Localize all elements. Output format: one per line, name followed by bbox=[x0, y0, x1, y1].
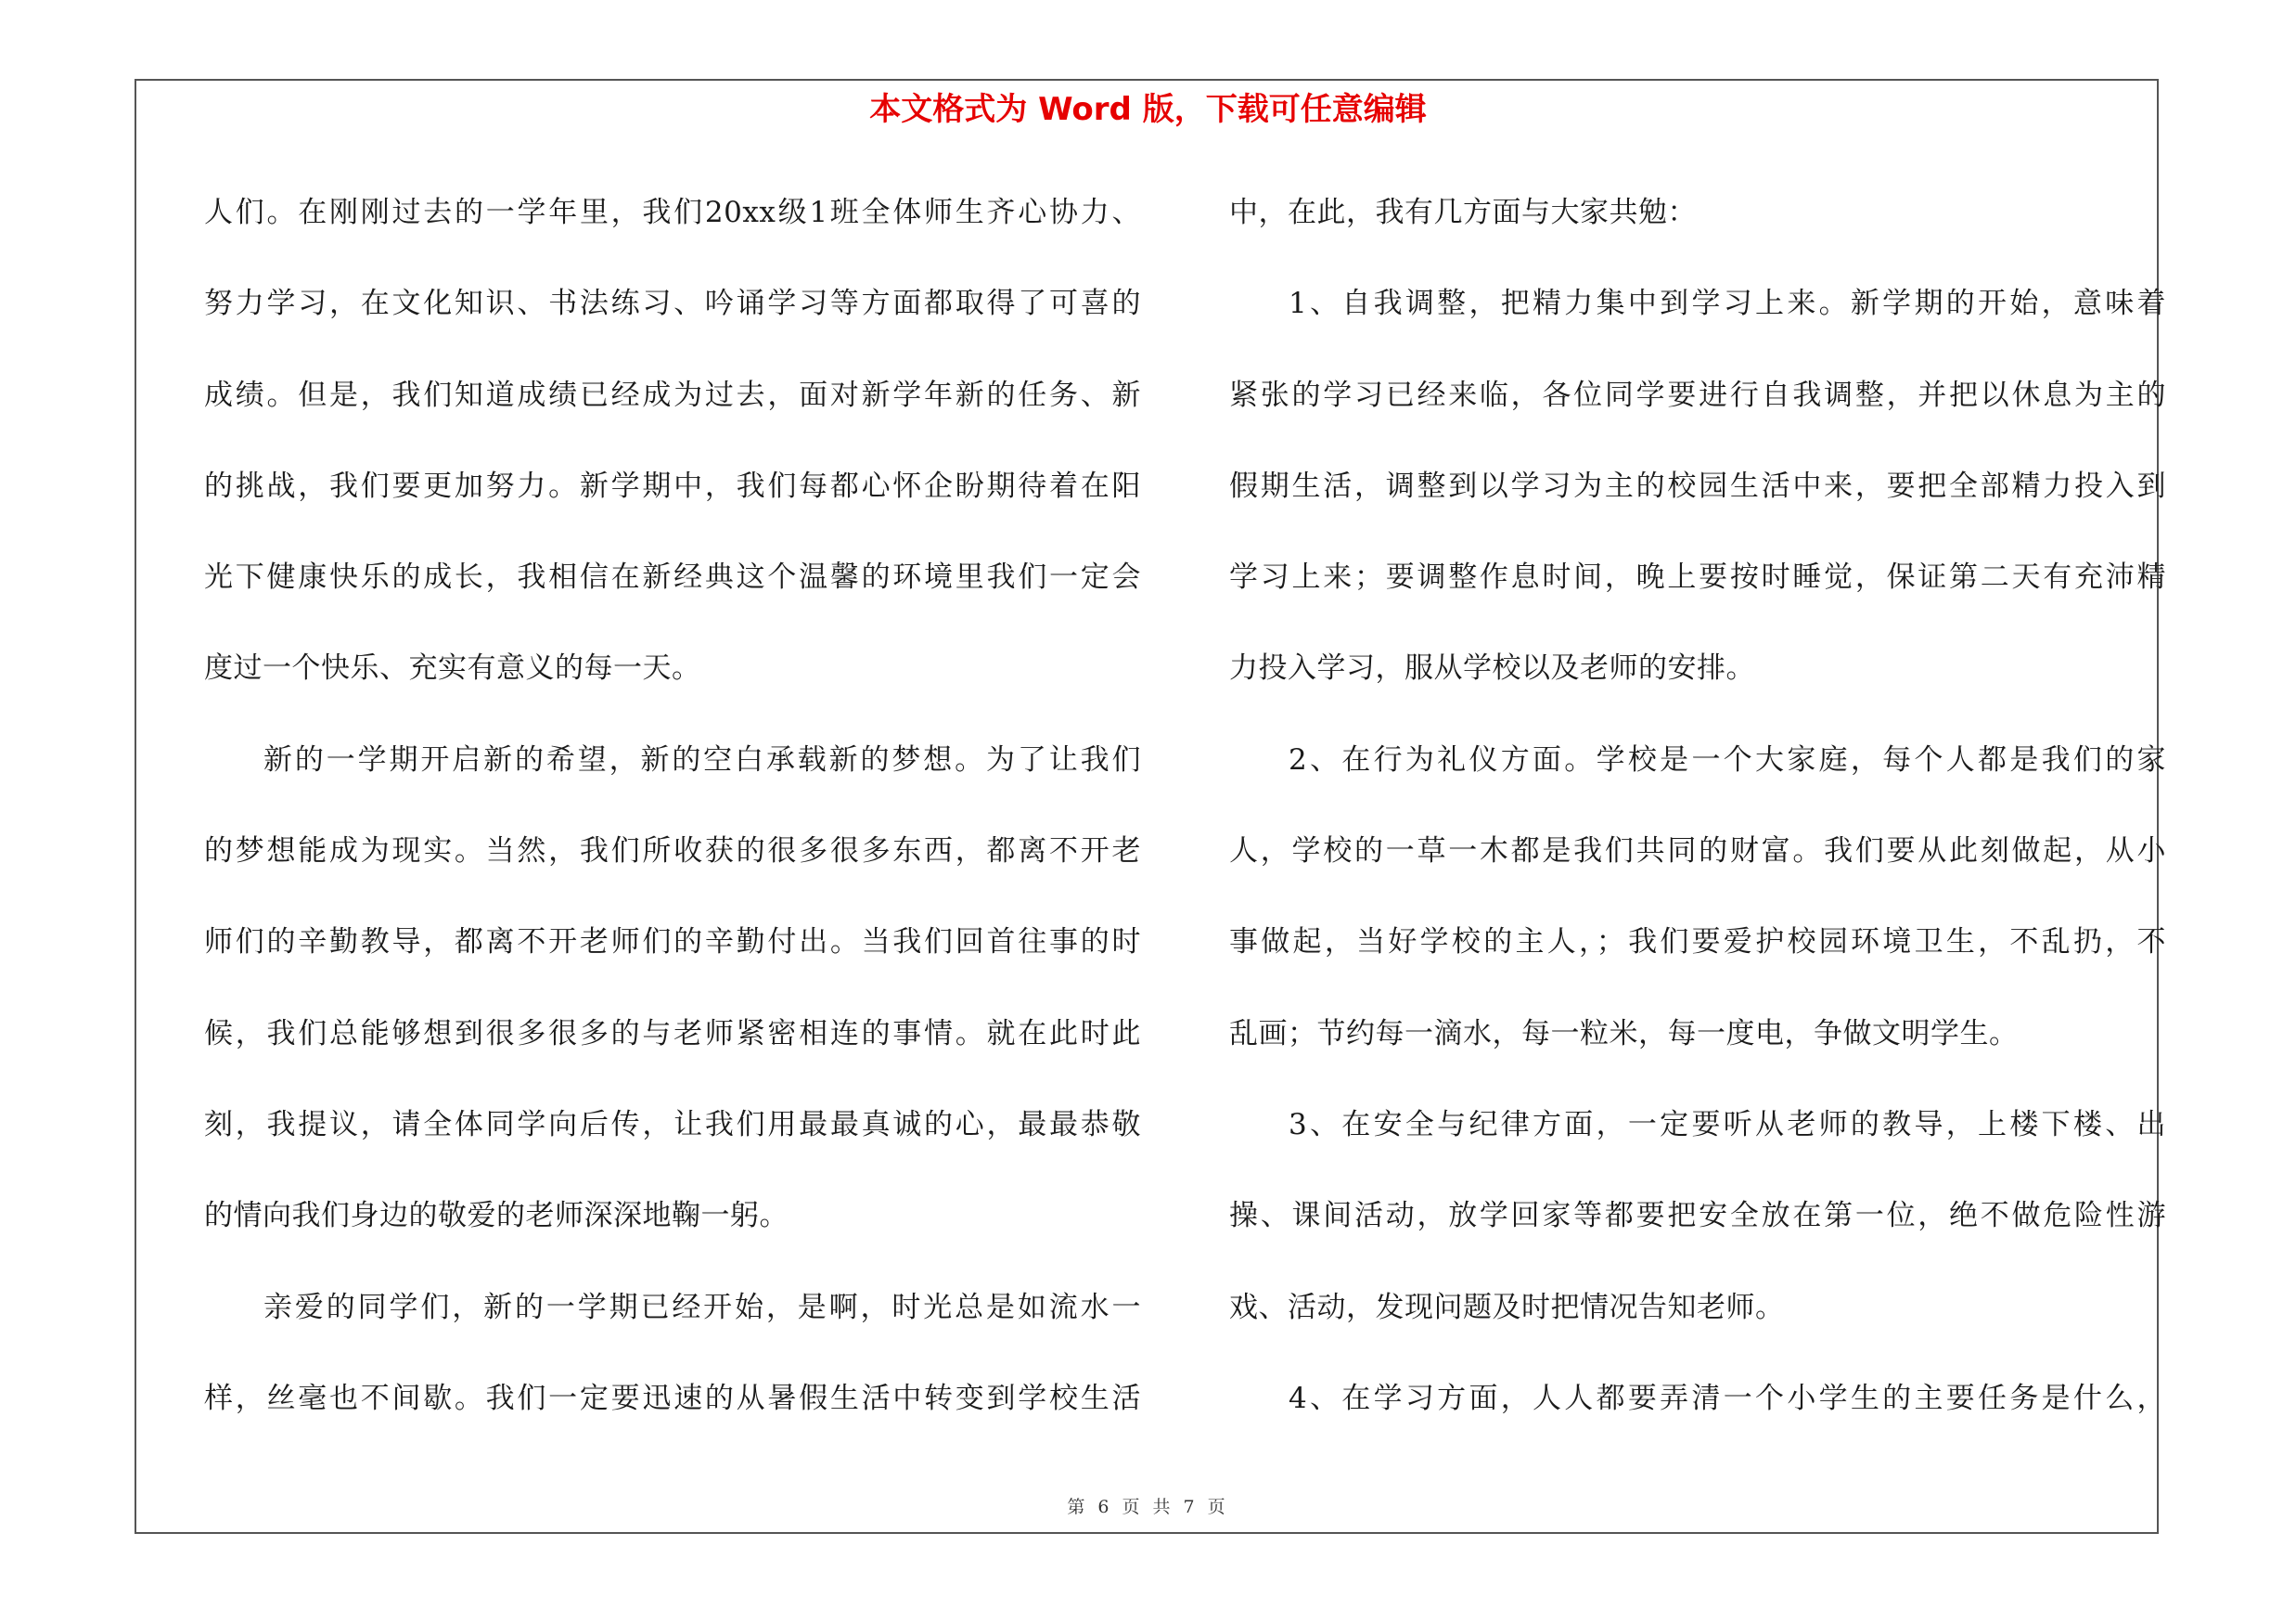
text-line: 的情向我们身边的敬爱的老师深深地鞠一躬。 bbox=[204, 1199, 789, 1233]
text-line: 努力学习，在文化知识、书法练习、吟诵学习等方面都取得了可喜的 bbox=[204, 287, 1141, 321]
text-line: 的挑战，我们要更加努力。新学期中，我们每都心怀企盼期待着在阳 bbox=[204, 469, 1141, 503]
text-line: 学习上来；要调整作息时间，晚上要按时睡觉，保证第二天有充沛精 bbox=[1229, 560, 2166, 595]
left-text-column bbox=[204, 183, 1141, 1460]
text-line: 事做起，当好学校的主人，；我们要爱护校园环境卫生，不乱扔，不 bbox=[1229, 925, 2166, 960]
text-line: 戏、活动，发现问题及时把情况告知老师。 bbox=[1229, 1290, 1785, 1324]
text-line: 的梦想能成为现实。当然，我们所收获的很多很多东西，都离不开老 bbox=[204, 834, 1141, 869]
right-text-column bbox=[1229, 183, 2166, 1460]
text-line: 1、自我调整，把精力集中到学习上来。新学期的开始，意味着 bbox=[1289, 287, 2166, 321]
text-line: 2、在行为礼仪方面。学校是一个大家庭，每个人都是我们的家 bbox=[1289, 742, 2166, 777]
text-line: 人，学校的一草一木都是我们共同的财富。我们要从此刻做起，从小 bbox=[1229, 834, 2166, 869]
document-banner: 本文格式为 Word 版，下载可任意编辑 bbox=[869, 91, 1427, 128]
text-line: 度过一个快乐、充实有意义的每一天。 bbox=[204, 651, 701, 686]
text-line: 人们。在刚刚过去的一学年里，我们20xx级1班全体师生齐心协力、 bbox=[204, 196, 1141, 229]
text-line: 假期生活，调整到以学习为主的校园生活中来，要把全部精力投入到 bbox=[1229, 469, 2166, 503]
text-line: 成绩。但是，我们知道成绩已经成为过去，面对新学年新的任务、新 bbox=[204, 378, 1141, 412]
page-number-footer: 第 6 页 共 7 页 bbox=[1067, 1497, 1229, 1517]
text-line: 3、在安全与纪律方面，一定要听从老师的教导，上楼下楼、出 bbox=[1289, 1107, 2166, 1141]
text-line: 力投入学习，服从学校以及老师的安排。 bbox=[1229, 651, 1755, 686]
text-line: 操、课间活动，放学回家等都要把安全放在第一位，绝不做危险性游 bbox=[1229, 1199, 2166, 1233]
text-line: 新的一学期开启新的希望，新的空白承载新的梦想。为了让我们 bbox=[263, 742, 1141, 777]
text-line: 4、在学习方面，人人都要弄清一个小学生的主要任务是什么， bbox=[1289, 1381, 2166, 1415]
text-line: 紧张的学习已经来临，各位同学要进行自我调整，并把以休息为主的 bbox=[1229, 378, 2166, 412]
text-line: 师们的辛勤教导，都离不开老师们的辛勤付出。当我们回首往事的时 bbox=[204, 925, 1141, 960]
text-line: 光下健康快乐的成长，我相信在新经典这个温馨的环境里我们一定会 bbox=[204, 560, 1141, 595]
text-line: 候，我们总能够想到很多很多的与老师紧密相连的事情。就在此时此 bbox=[204, 1016, 1141, 1050]
text-line: 样，丝毫也不间歇。我们一定要迅速的从暑假生活中转变到学校生活 bbox=[204, 1381, 1141, 1415]
text-line: 中，在此，我有几方面与大家共勉： bbox=[1229, 196, 1697, 229]
text-line: 亲爱的同学们，新的一学期已经开始，是啊，时光总是如流水一 bbox=[263, 1290, 1141, 1324]
text-line: 刻，我提议，请全体同学向后传，让我们用最最真诚的心，最最恭敬 bbox=[204, 1107, 1141, 1141]
text-line: 乱画；节约每一滴水，每一粒米，每一度电，争做文明学生。 bbox=[1229, 1016, 2019, 1050]
